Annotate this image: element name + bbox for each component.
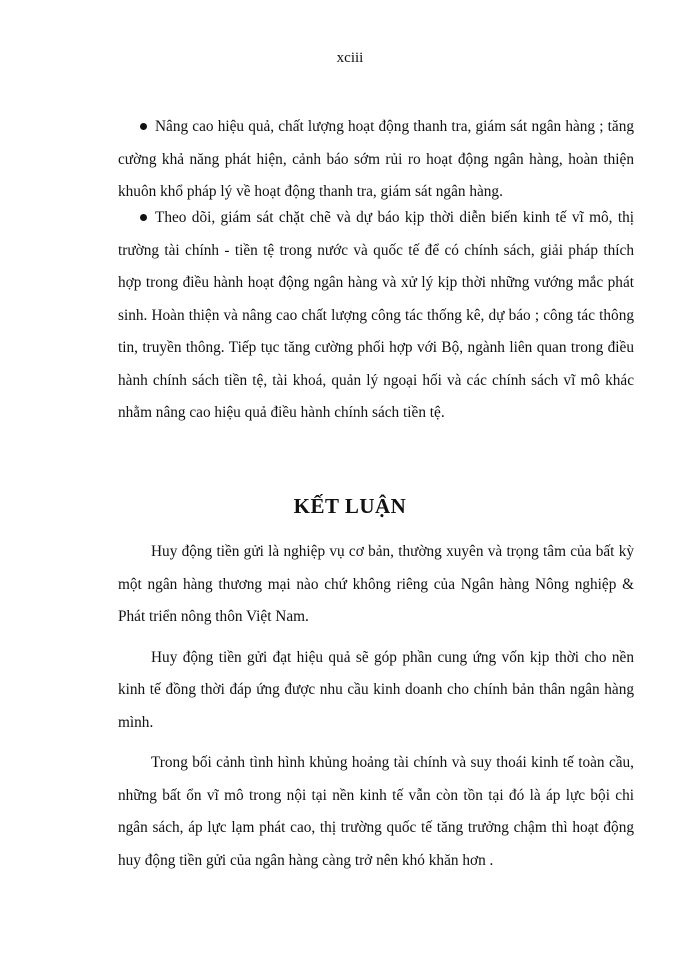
section-heading: KẾT LUẬN — [293, 494, 407, 518]
conclusion-paragraph: Huy động tiền gửi đạt hiệu quả sẽ góp phần cung ứng vốn kịp thời cho nền kinh tế đồng thời đáp ứng được nhu cầu kinh doanh cho chính bản thân ngân hàng mình. — [118, 648, 634, 731]
bullet-item-inspection — [118, 111, 634, 209]
conclusion-paragraph: Huy động tiền gửi là nghiệp vụ cơ bản, thường xuyên và trọng tâm của bất kỳ một ngân hàng thương mại nào chứ không riêng của Ngân hàng Nông nghiệp & Phát triển nông thôn Việt Nam. — [118, 543, 634, 625]
conclusion-body — [118, 536, 634, 885]
bullet-dot-icon — [140, 123, 147, 130]
bullet-text: Nâng cao hiệu quả, chất lượng hoạt động thanh tra, giám sát ngân hàng ; tăng cường khả năng phát hiện, cảnh báo sớm rủi ro hoạt động ngân hàng, hoàn thiện khuôn khổ pháp lý về hoạt động thanh tra, giám sát ngân hàng. — [118, 118, 634, 200]
bullet-text: Theo dõi, giám sát chặt chẽ và dự báo kịp thời diễn biến kinh tế vĩ mô, thị trường tài chính - tiền tệ trong nước và quốc tế để có chính sách, giải pháp thích hợp trong điều hành hoạt động ngân hàng và xử lý kịp thời những vướng mắc phát sinh. Hoàn thiện và nâng cao chất lượng công tác thống kê, dự báo ; công tác thông tin, truyền thông. Tiếp tục tăng cường phối hợp với Bộ, ngành liên quan trong điều hành chính sách tiền tệ, tài khoá, quản lý ngoại hối và các chính sách vĩ mô khác nhằm nâng cao hiệu quả điều hành chính sách tiền tệ. — [118, 209, 634, 421]
conclusion-paragraph: Trong bối cảnh tình hình khủng hoảng tài chính và suy thoái kinh tế toàn cầu, những bất ổn vĩ mô trong nội tại nền kinh tế vẫn còn tồn tại đó là áp lực bội chi ngân sách, áp lực lạm phát cao, thị trường quốc tế tăng trưởng chậm thì hoạt động huy động tiền gửi của ngân hàng càng trở nên khó khăn hơn . — [118, 754, 634, 869]
bullet-dot-icon — [140, 214, 147, 221]
page-number: xciii — [336, 50, 364, 66]
bullet-item-monitoring — [118, 202, 634, 430]
